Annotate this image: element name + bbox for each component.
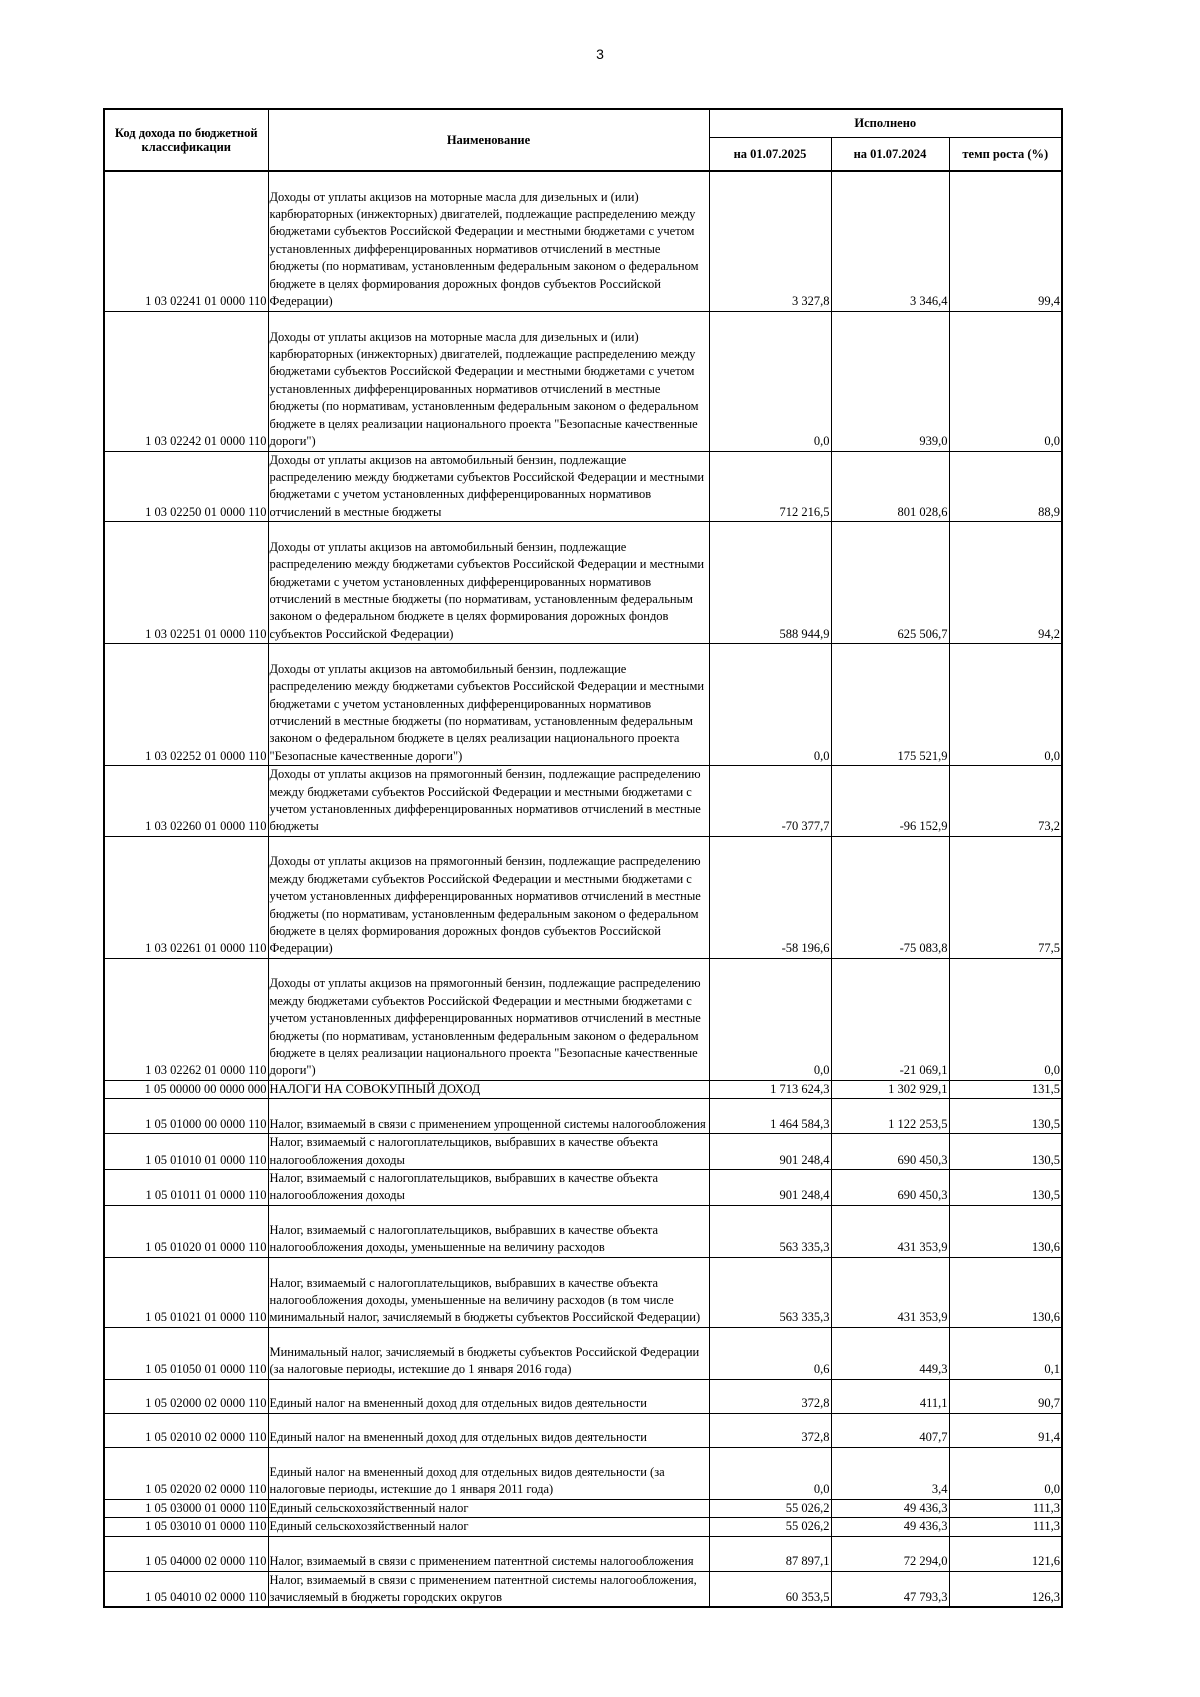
row-value-2024: 72 294,0	[831, 1536, 949, 1571]
table-row	[104, 522, 1062, 644]
row-growth: 90,7	[949, 1379, 1062, 1413]
table-row	[104, 451, 1062, 522]
header-code: Код дохода по бюджетной классификации	[104, 109, 268, 171]
header-2024: на 01.07.2024	[831, 137, 949, 171]
row-value-2024: 407,7	[831, 1413, 949, 1447]
header-executed: Исполнено	[709, 109, 1062, 137]
row-growth: 126,3	[949, 1571, 1062, 1607]
row-value-2024: 690 450,3	[831, 1169, 949, 1205]
table-row	[104, 1447, 1062, 1499]
row-code: 1 03 02262 01 0000 110	[104, 958, 268, 1080]
row-name: НАЛОГИ НА СОВОКУПНЫЙ ДОХОД	[268, 1080, 709, 1098]
row-name: Единый сельскохозяйственный налог	[268, 1518, 709, 1536]
row-growth: 130,6	[949, 1205, 1062, 1257]
row-value-2025: 563 335,3	[709, 1205, 831, 1257]
row-growth: 130,5	[949, 1169, 1062, 1205]
row-code: 1 05 00000 00 0000 000	[104, 1080, 268, 1098]
table-row	[104, 171, 1062, 311]
row-code: 1 05 01020 01 0000 110	[104, 1205, 268, 1257]
row-growth: 77,5	[949, 836, 1062, 958]
table-row	[104, 1080, 1062, 1098]
row-name: Доходы от уплаты акцизов на автомобильный бензин, подлежащие распределению между бюджетами субъектов Российской Федерации и местными бюджетами с учетом установленных дифференцированных нормативов отчислений в местные бюджеты	[268, 451, 709, 522]
table-row	[104, 1413, 1062, 1447]
row-code: 1 05 01050 01 0000 110	[104, 1327, 268, 1379]
table-row	[104, 1169, 1062, 1205]
row-name: Единый налог на вмененный доход для отдельных видов деятельности (за налоговые периоды, истекшие до 1 января 2011 года)	[268, 1447, 709, 1499]
row-value-2024: 431 353,9	[831, 1257, 949, 1327]
row-code: 1 05 04000 02 0000 110	[104, 1536, 268, 1571]
row-code: 1 05 03000 01 0000 110	[104, 1499, 268, 1517]
row-name: Налог, взимаемый с налогоплательщиков, выбравших в качестве объекта налогообложения доходы	[268, 1134, 709, 1170]
row-value-2024: 49 436,3	[831, 1499, 949, 1517]
header-growth: темп роста (%)	[949, 137, 1062, 171]
row-value-2025: 0,0	[709, 644, 831, 766]
row-value-2024: 47 793,3	[831, 1571, 949, 1607]
row-name: Доходы от уплаты акцизов на автомобильный бензин, подлежащие распределению между бюджетами субъектов Российской Федерации и местными бюджетами с учетом установленных дифференцированных нормативов отчислений в местные бюджеты (по нормативам, установленным федеральным законом о федеральном бюджете в целях реализации национального проекта "Безопасные качественные дороги")	[268, 644, 709, 766]
row-code: 1 03 02261 01 0000 110	[104, 836, 268, 958]
row-value-2025: 0,0	[709, 311, 831, 451]
row-value-2025: 87 897,1	[709, 1536, 831, 1571]
row-value-2025: 0,6	[709, 1327, 831, 1379]
table-row	[104, 1536, 1062, 1571]
row-value-2024: 449,3	[831, 1327, 949, 1379]
row-growth: 111,3	[949, 1499, 1062, 1517]
table-row	[104, 1134, 1062, 1170]
row-value-2025: -58 196,6	[709, 836, 831, 958]
row-value-2024: -21 069,1	[831, 958, 949, 1080]
row-code: 1 03 02250 01 0000 110	[104, 451, 268, 522]
table-row	[104, 644, 1062, 766]
row-code: 1 05 01000 00 0000 110	[104, 1099, 268, 1134]
table-row	[104, 958, 1062, 1080]
row-code: 1 03 02242 01 0000 110	[104, 311, 268, 451]
row-value-2024: 431 353,9	[831, 1205, 949, 1257]
row-name: Налог, взимаемый с налогоплательщиков, выбравших в качестве объекта налогообложения доходы, уменьшенные на величину расходов (в том числе минимальный налог, зачисляемый в бюджеты субъектов Российской Федерации)	[268, 1257, 709, 1327]
row-value-2025: 3 327,8	[709, 171, 831, 311]
row-value-2025: 588 944,9	[709, 522, 831, 644]
row-growth: 0,0	[949, 958, 1062, 1080]
row-value-2024: 690 450,3	[831, 1134, 949, 1170]
page-number: 3	[596, 46, 604, 62]
row-name: Доходы от уплаты акцизов на моторные масла для дизельных и (или) карбюраторных (инжекторных) двигателей, подлежащие распределению между бюджетами субъектов Российской Федерации и местными бюджетами с учетом установленных дифференцированных нормативов отчислений в местные бюджеты (по нормативам, установленным федеральным законом о федеральном бюджете в целях реализации национального проекта "Безопасные качественные дороги")	[268, 311, 709, 451]
row-value-2025: -70 377,7	[709, 766, 831, 837]
row-value-2025: 563 335,3	[709, 1257, 831, 1327]
row-name: Доходы от уплаты акцизов на автомобильный бензин, подлежащие распределению между бюджетами субъектов Российской Федерации и местными бюджетами с учетом установленных дифференцированных нормативов отчислений в местные бюджеты (по нормативам, установленным федеральным законом о федеральном бюджете в целях формирования дорожных фондов субъектов Российской Федерации)	[268, 522, 709, 644]
row-name: Единый налог на вмененный доход для отдельных видов деятельности	[268, 1413, 709, 1447]
row-value-2024: 3,4	[831, 1447, 949, 1499]
row-code: 1 03 02252 01 0000 110	[104, 644, 268, 766]
row-value-2025: 0,0	[709, 958, 831, 1080]
table-row	[104, 311, 1062, 451]
row-growth: 121,6	[949, 1536, 1062, 1571]
row-value-2025: 0,0	[709, 1447, 831, 1499]
row-growth: 73,2	[949, 766, 1062, 837]
row-value-2024: -96 152,9	[831, 766, 949, 837]
header-2025: на 01.07.2025	[709, 137, 831, 171]
row-growth: 111,3	[949, 1518, 1062, 1536]
row-value-2025: 372,8	[709, 1413, 831, 1447]
row-code: 1 05 03010 01 0000 110	[104, 1518, 268, 1536]
row-growth: 91,4	[949, 1413, 1062, 1447]
row-value-2024: 175 521,9	[831, 644, 949, 766]
table-row	[104, 1257, 1062, 1327]
row-code: 1 05 02010 02 0000 110	[104, 1413, 268, 1447]
row-name: Единый сельскохозяйственный налог	[268, 1499, 709, 1517]
row-value-2025: 60 353,5	[709, 1571, 831, 1607]
row-code: 1 05 01010 01 0000 110	[104, 1134, 268, 1170]
row-code: 1 05 02000 02 0000 110	[104, 1379, 268, 1413]
row-code: 1 05 04010 02 0000 110	[104, 1571, 268, 1607]
revenue-table	[103, 108, 1063, 1608]
table-row	[104, 1571, 1062, 1607]
row-growth: 0,1	[949, 1327, 1062, 1379]
row-value-2025: 901 248,4	[709, 1169, 831, 1205]
row-growth: 131,5	[949, 1080, 1062, 1098]
row-code: 1 03 02260 01 0000 110	[104, 766, 268, 837]
row-value-2024: 801 028,6	[831, 451, 949, 522]
row-name: Налог, взимаемый в связи с применением упрощенной системы налогообложения	[268, 1099, 709, 1134]
row-code: 1 03 02241 01 0000 110	[104, 171, 268, 311]
table-row	[104, 1379, 1062, 1413]
row-code: 1 05 02020 02 0000 110	[104, 1447, 268, 1499]
row-value-2024: -75 083,8	[831, 836, 949, 958]
row-value-2024: 49 436,3	[831, 1518, 949, 1536]
row-name: Налог, взимаемый в связи с применением патентной системы налогообложения	[268, 1536, 709, 1571]
row-name: Доходы от уплаты акцизов на прямогонный бензин, подлежащие распределению между бюджетами субъектов Российской Федерации и местными бюджетами с учетом установленных дифференцированных нормативов отчислений в местные бюджеты (по нормативам, установленным федеральным законом о федеральном бюджете в целях формирования дорожных фондов субъектов Российской Федерации)	[268, 836, 709, 958]
table-row	[104, 1499, 1062, 1517]
header-name: Наименование	[268, 109, 709, 171]
row-value-2025: 712 216,5	[709, 451, 831, 522]
row-value-2024: 3 346,4	[831, 171, 949, 311]
row-name: Доходы от уплаты акцизов на прямогонный бензин, подлежащие распределению между бюджетами субъектов Российской Федерации и местными бюджетами с учетом установленных дифференцированных нормативов отчислений в местные бюджеты (по нормативам, установленным федеральным законом о федеральном бюджете в целях реализации национального проекта "Безопасные качественные дороги")	[268, 958, 709, 1080]
row-name: Доходы от уплаты акцизов на моторные масла для дизельных и (или) карбюраторных (инжекторных) двигателей, подлежащие распределению между бюджетами субъектов Российской Федерации и местными бюджетами с учетом установленных дифференцированных нормативов отчислений в местные бюджеты (по нормативам, установленным федеральным законом о федеральном бюджете в целях формирования дорожных фондов субъектов Российской Федерации)	[268, 171, 709, 311]
table-row	[104, 836, 1062, 958]
table-row	[104, 1518, 1062, 1536]
row-value-2024: 1 122 253,5	[831, 1099, 949, 1134]
row-growth: 0,0	[949, 1447, 1062, 1499]
table-body	[104, 171, 1062, 1607]
row-code: 1 05 01021 01 0000 110	[104, 1257, 268, 1327]
row-code: 1 05 01011 01 0000 110	[104, 1169, 268, 1205]
row-name: Доходы от уплаты акцизов на прямогонный бензин, подлежащие распределению между бюджетами субъектов Российской Федерации и местными бюджетами с учетом установленных дифференцированных нормативов отчислений в местные бюджеты	[268, 766, 709, 837]
row-value-2024: 1 302 929,1	[831, 1080, 949, 1098]
row-growth: 99,4	[949, 171, 1062, 311]
row-growth: 130,6	[949, 1257, 1062, 1327]
row-value-2025: 372,8	[709, 1379, 831, 1413]
row-value-2025: 55 026,2	[709, 1499, 831, 1517]
row-value-2024: 625 506,7	[831, 522, 949, 644]
row-growth: 130,5	[949, 1134, 1062, 1170]
table-row	[104, 1327, 1062, 1379]
row-name: Единый налог на вмененный доход для отдельных видов деятельности	[268, 1379, 709, 1413]
table-row	[104, 1099, 1062, 1134]
table-row	[104, 766, 1062, 837]
row-value-2025: 1 713 624,3	[709, 1080, 831, 1098]
row-name: Налог, взимаемый в связи с применением патентной системы налогообложения, зачисляемый в бюджеты городских округов	[268, 1571, 709, 1607]
row-value-2025: 901 248,4	[709, 1134, 831, 1170]
row-growth: 94,2	[949, 522, 1062, 644]
row-growth: 130,5	[949, 1099, 1062, 1134]
row-code: 1 03 02251 01 0000 110	[104, 522, 268, 644]
row-growth: 0,0	[949, 644, 1062, 766]
row-value-2025: 1 464 584,3	[709, 1099, 831, 1134]
row-growth: 0,0	[949, 311, 1062, 451]
row-growth: 88,9	[949, 451, 1062, 522]
row-name: Налог, взимаемый с налогоплательщиков, выбравших в качестве объекта налогообложения доходы, уменьшенные на величину расходов	[268, 1205, 709, 1257]
row-value-2024: 411,1	[831, 1379, 949, 1413]
row-value-2025: 55 026,2	[709, 1518, 831, 1536]
row-name: Налог, взимаемый с налогоплательщиков, выбравших в качестве объекта налогообложения доходы	[268, 1169, 709, 1205]
row-name: Минимальный налог, зачисляемый в бюджеты субъектов Российской Федерации (за налоговые периоды, истекшие до 1 января 2016 года)	[268, 1327, 709, 1379]
table-row	[104, 1205, 1062, 1257]
row-value-2024: 939,0	[831, 311, 949, 451]
